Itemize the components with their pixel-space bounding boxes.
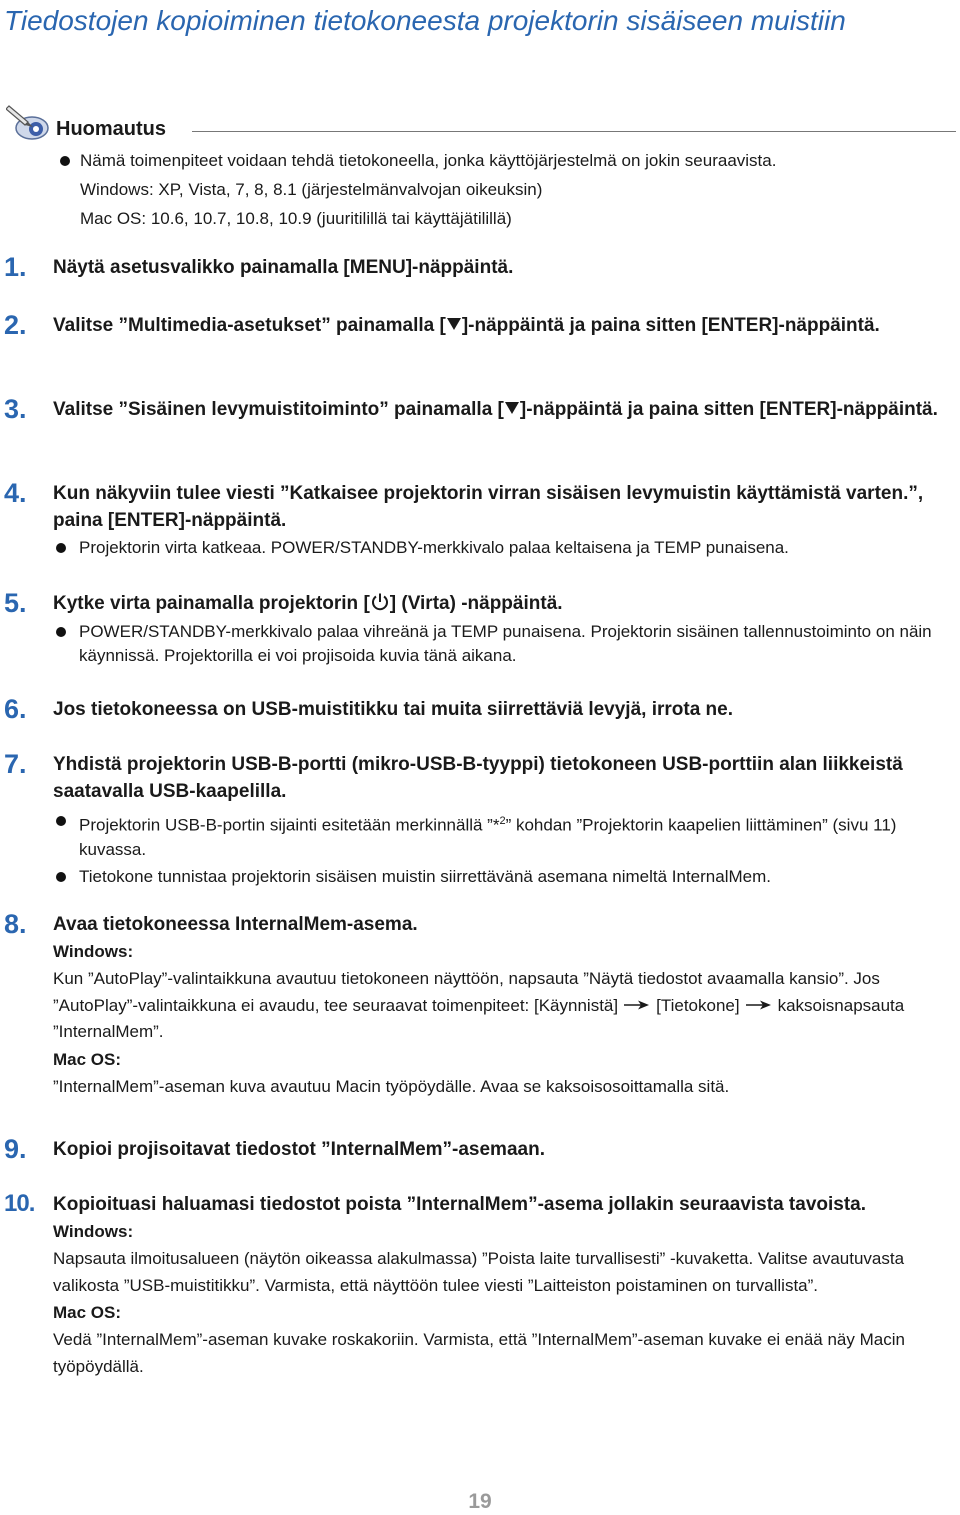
step-5 [4, 590, 954, 668]
step-number: 3. [4, 394, 27, 424]
windows-instructions: Kun ”AutoPlay”-valintaikkuna avautuu tietokoneen näyttöön, napsauta ”Näytä tiedostot avaamalla kansio”. Jos ”AutoPlay”-valintaikkuna ei avaudu, tee seuraavat toimenpiteet: [Käynnistä] [Tietokone] kaksoisnapsauta ”InternalMem”. [53, 969, 905, 1041]
step-bullet: Projektorin USB-B-portin sijainti esitetään merkinnällä ”*$^2$” kohdan ”Projektorin kaapelien liittäminen” (sivu 11) kuvassa. [53, 809, 954, 862]
windows-label: Windows: [53, 942, 134, 961]
windows-instructions: Napsauta ilmoitusalueen (näytön oikeassa alakulmassa) ”Poista laite turvallisesti” -kuvaketta. Valitse avautuvasta valikosta ”USB-muistitikku”. Varmista, että näyttöön tulee viesti ”Laitteiston poistaminen on turvallista”. [53, 1249, 905, 1295]
step-10 [4, 1191, 954, 1380]
step-heading: Jos tietokoneessa on USB-muistitikku tai muita siirrettäviä levyjä, irrota ne. [53, 699, 734, 720]
step-number: 9. [4, 1134, 27, 1164]
step-number: 1. [4, 252, 27, 282]
note-divider [192, 131, 956, 132]
step-3 [4, 396, 954, 423]
bullet-icon [56, 543, 66, 553]
down-arrow-key-icon [447, 318, 461, 330]
step-heading: Kytke virta painamalla projektorin [ ] (Virta) -näppäintä. [53, 593, 563, 614]
step-bullet: POWER/STANDBY-merkkivalo palaa vihreänä ja TEMP punaisena. Projektorin sisäinen tallennustoiminto on näin käynnissä. Projektorilla ei voi projisoida kuvia tänä aikana. [53, 620, 954, 668]
page-title: Tiedostojen kopioiminen tietokoneesta projektorin sisäiseen muistiin [4, 5, 846, 36]
step-bullet: Tietokone tunnistaa projektorin sisäisen muistin siirrettävänä asemana nimeltä InternalMem. [53, 865, 954, 889]
down-arrow-key-icon [505, 402, 519, 414]
step-bullet: Projektorin virta katkeaa. POWER/STANDBY-merkkivalo palaa keltaisena ja TEMP punaisena. [53, 536, 954, 560]
step-number: 4. [4, 478, 27, 508]
note-line-windows: Windows: XP, Vista, 7, 8, 8.1 (järjestelmänvalvojan oikeuksin) [80, 180, 543, 199]
note-bullet: Nämä toimenpiteet voidaan tehdä tietokoneella, jonka käyttöjärjestelmä on jokin seuraavista. [56, 146, 776, 175]
bullet-icon [60, 156, 70, 166]
step-7 [4, 751, 954, 889]
step-heading: Valitse ”Multimedia-asetukset” painamalla [ ]-näppäintä ja paina sitten [ENTER]-näppäintä. [53, 315, 880, 336]
bullet-icon [56, 816, 66, 826]
step-1 [4, 254, 954, 281]
step-number: 6. [4, 694, 27, 724]
arrow-right-icon [746, 1000, 772, 1010]
step-number: 2. [4, 310, 27, 340]
bullet-icon [56, 627, 66, 637]
step-6 [4, 696, 954, 723]
arrow-right-icon [624, 1000, 650, 1010]
step-number: 10. [4, 1190, 35, 1217]
step-9 [4, 1136, 954, 1163]
note-heading: Huomautus [56, 118, 166, 140]
step-heading: Yhdistä projektorin USB-B-portti (mikro-USB-B-tyyppi) tietokoneen USB-porttiin alan liikkeistä saatavalla USB-kaapelilla. [53, 754, 903, 802]
windows-label: Windows: [53, 1222, 134, 1241]
note-line-mac: Mac OS: 10.6, 10.7, 10.8, 10.9 (juuritilillä tai käyttäjätilillä) [80, 209, 512, 228]
power-icon [370, 592, 390, 612]
step-heading: Näytä asetusvalikko painamalla [MENU]-näppäintä. [53, 257, 514, 278]
step-2 [4, 312, 954, 339]
step-number: 5. [4, 588, 27, 618]
step-heading: Kun näkyviin tulee viesti ”Katkaisee projektorin virran sisäisen levymuistin käyttämistä varten.”, paina [ENTER]-näppäintä. [53, 483, 924, 531]
step-heading: Avaa tietokoneessa InternalMem-asema. [53, 914, 418, 935]
step-heading: Kopioi projisoitavat tiedostot ”InternalMem”-asemaan. [53, 1139, 545, 1160]
mac-instructions: ”InternalMem”-aseman kuva avautuu Macin työpöydälle. Avaa se kaksoisosoittamalla sitä. [53, 1076, 730, 1096]
step-number: 8. [4, 909, 27, 939]
mac-label: Mac OS: [53, 1049, 122, 1069]
step-8 [4, 911, 954, 1100]
page-number: 19 [468, 1490, 492, 1513]
pencil-note-icon [6, 102, 52, 142]
mac-instructions: Vedä ”InternalMem”-aseman kuvake roskakoriin. Varmista, että ”InternalMem”-aseman kuvake ei enää näy Macin työpöydällä. [53, 1330, 905, 1376]
step-heading: Valitse ”Sisäinen levymuistitoiminto” painamalla [ ]-näppäintä ja paina sitten [ENTER]-näppäintä. [53, 399, 938, 420]
step-heading: Kopioituasi haluamasi tiedostot poista ”InternalMem”-asema jollakin seuraavista tavoista. [53, 1194, 867, 1215]
step-number: 7. [4, 749, 27, 779]
step-4 [4, 480, 954, 560]
bullet-icon [56, 872, 66, 882]
mac-label: Mac OS: [53, 1303, 122, 1322]
